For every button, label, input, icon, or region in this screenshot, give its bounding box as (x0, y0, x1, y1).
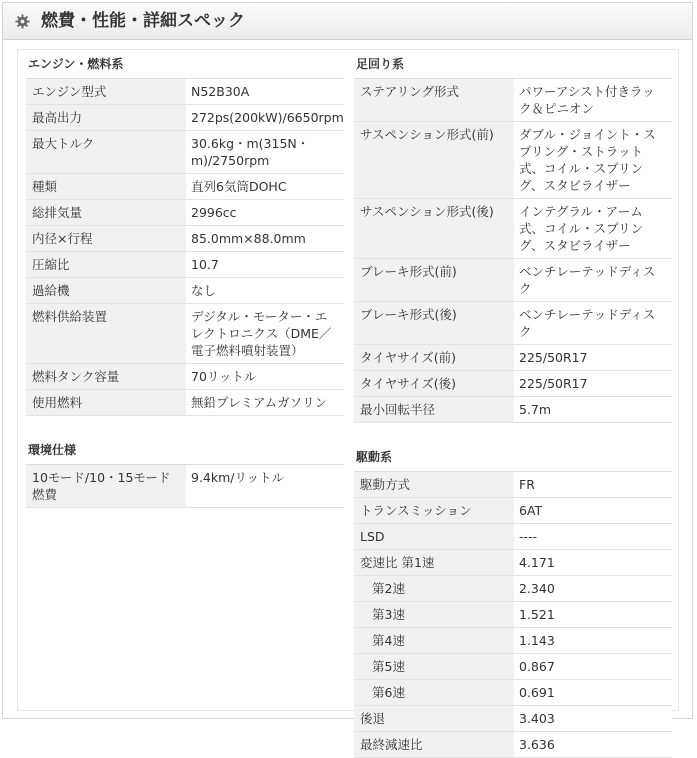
gear-icon (15, 14, 30, 29)
spec-label: 種類 (26, 174, 186, 200)
spec-value: N52B30A (186, 79, 344, 105)
section-title-environment: 環境仕様 (26, 436, 344, 465)
spec-label: 第6速 (354, 680, 514, 706)
spec-panel (2, 2, 693, 752)
spec-value: 225/50R17 (514, 371, 672, 397)
spec-value: 4.171 (514, 550, 672, 576)
spec-label: 第3速 (354, 602, 514, 628)
spec-row (26, 465, 344, 508)
spec-value: 1.521 (514, 602, 672, 628)
spec-row (354, 259, 672, 302)
spec-value: 6AT (514, 498, 672, 524)
spec-value: ベンチレーテッドディスク (514, 259, 672, 302)
spec-label: トランスミッション (354, 498, 514, 524)
spec-row (26, 200, 344, 226)
spec-row (26, 174, 344, 200)
spec-row (354, 550, 672, 576)
spec-row (26, 278, 344, 304)
spec-value: 272ps(200kW)/6650rpm (186, 105, 344, 131)
spec-value: 3.636 (514, 732, 672, 758)
drive-spec-table (354, 472, 672, 758)
spec-row (354, 498, 672, 524)
spec-value: インテグラル・アーム式、コイル・スプリング、スタビライザー (514, 199, 672, 259)
spec-label: 後退 (354, 706, 514, 732)
spec-value: 2996cc (186, 200, 344, 226)
spec-label: タイヤサイズ(後) (354, 371, 514, 397)
spec-value: 10.7 (186, 252, 344, 278)
spec-label: 最高出力 (26, 105, 186, 131)
spec-row (354, 472, 672, 498)
spec-label: 駆動方式 (354, 472, 514, 498)
spec-label: 10モード/10・15モード燃費 (26, 465, 186, 508)
spec-row (26, 252, 344, 278)
spec-row (354, 680, 672, 706)
spec-row (354, 576, 672, 602)
section-title-drive: 駆動系 (354, 443, 672, 472)
spec-value: 30.6kg・m(315N・m)/2750rpm (186, 131, 344, 174)
spec-row (354, 302, 672, 345)
spec-label: 第5速 (354, 654, 514, 680)
spec-label: 最大トルク (26, 131, 186, 174)
spec-row (354, 397, 672, 423)
spec-label: 燃料タンク容量 (26, 364, 186, 390)
left-column (26, 50, 344, 508)
spec-label: 使用燃料 (26, 390, 186, 416)
engine-spec-table (26, 79, 344, 416)
spec-label: 変速比 第1速 (354, 550, 514, 576)
spec-label: 最終減速比 (354, 732, 514, 758)
spec-row (354, 122, 672, 199)
spec-row (354, 602, 672, 628)
spec-row (354, 732, 672, 758)
spec-value: デジタル・モーター・エレクトロニクス（DME／電子燃料噴射装置） (186, 304, 344, 364)
spec-label: 内径×行程 (26, 226, 186, 252)
spec-row (26, 131, 344, 174)
spec-value: FR (514, 472, 672, 498)
spec-value: 70リットル (186, 364, 344, 390)
spec-row (26, 364, 344, 390)
spec-label: ステアリング形式 (354, 79, 514, 122)
spec-label: エンジン型式 (26, 79, 186, 105)
spec-value: 1.143 (514, 628, 672, 654)
spec-row (26, 79, 344, 105)
spec-value: 0.867 (514, 654, 672, 680)
spec-row (354, 371, 672, 397)
spec-value: 直列6気筒DOHC (186, 174, 344, 200)
spec-value: 2.340 (514, 576, 672, 602)
chassis-spec-table (354, 79, 672, 423)
spec-label: タイヤサイズ(前) (354, 345, 514, 371)
spec-label: サスペンション形式(前) (354, 122, 514, 199)
spec-value: パワーアシスト付きラック＆ピニオン (514, 79, 672, 122)
spec-label: 燃料供給装置 (26, 304, 186, 364)
spec-value: 0.691 (514, 680, 672, 706)
spec-label: ブレーキ形式(後) (354, 302, 514, 345)
section-title-engine: エンジン・燃料系 (26, 50, 344, 79)
spec-row (26, 105, 344, 131)
spec-label: 総排気量 (26, 200, 186, 226)
section-title-chassis: 足回り系 (354, 50, 672, 79)
spec-row (354, 524, 672, 550)
spec-row (26, 390, 344, 416)
spec-row (354, 79, 672, 122)
spec-value: 5.7m (514, 397, 672, 423)
spec-value: 無鉛プレミアムガソリン (186, 390, 344, 416)
spec-value: なし (186, 278, 344, 304)
spec-label: 第2速 (354, 576, 514, 602)
spec-value: ベンチレーテッドディスク (514, 302, 672, 345)
panel-header (3, 3, 692, 40)
page-title: 燃費・性能・詳細スペック (41, 11, 245, 31)
spec-label: 第4速 (354, 628, 514, 654)
spec-row (26, 226, 344, 252)
spec-value: 9.4km/リットル (186, 465, 344, 508)
spec-label: 過給機 (26, 278, 186, 304)
spec-label: 最小回転半径 (354, 397, 514, 423)
spec-label: LSD (354, 524, 514, 550)
spec-label: ブレーキ形式(前) (354, 259, 514, 302)
spec-label: 圧縮比 (26, 252, 186, 278)
environment-spec-table (26, 465, 344, 508)
spec-row (354, 345, 672, 371)
spec-row (354, 654, 672, 680)
spec-value: 3.403 (514, 706, 672, 732)
spec-value: ダブル・ジョイント・スプリング・ストラット式、コイル・スプリング、スタビライザー (514, 122, 672, 199)
spec-row (26, 304, 344, 364)
spec-row (354, 706, 672, 732)
spec-value: 85.0mm×88.0mm (186, 226, 344, 252)
spec-label: サスペンション形式(後) (354, 199, 514, 259)
spec-row (354, 628, 672, 654)
spec-value: ---- (514, 524, 672, 550)
spec-body (17, 49, 679, 752)
spec-row (354, 199, 672, 259)
right-column (354, 50, 672, 758)
spec-value: 225/50R17 (514, 345, 672, 371)
